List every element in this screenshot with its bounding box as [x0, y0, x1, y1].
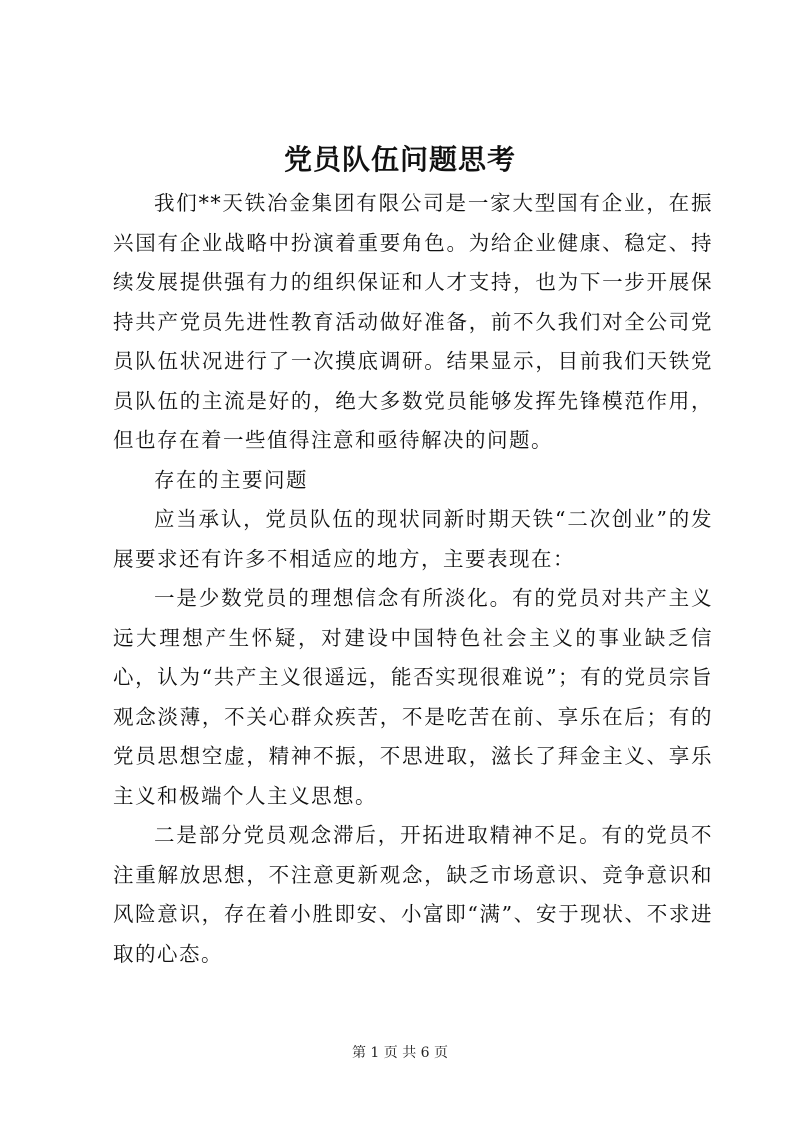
paragraph-intro: 我们**天铁冶金集团有限公司是一家大型国有企业，在振兴国有企业战略中扮演着重要角色。为给企业健康、稳定、持续发展提供强有力的组织保证和人才支持，也为下一步开展保持共产党员先进性教育活动做好准备，前不久我们对全公司党员队伍状况进行了一次摸底调研。结果显示，目前我们天铁党员队伍的主流是好的，绝大多数党员能够发挥先锋模范作用，但也存在着一些值得注意和亟待解决的问题。: [113, 191, 713, 452]
page-title: 党员队伍问题思考: [283, 143, 516, 176]
section-heading: 存在的主要问题: [154, 467, 308, 492]
paragraph-point-two: 二是部分党员观念滞后，开拓进取精神不足。有的党员不注重解放思想，不注意更新观念，缺乏市场意识、竞争意识和风险意识，存在着小胜即安、小富即“满”、安于现状、不求进取的心态。: [113, 823, 713, 966]
paragraph-overview: 应当承认，党员队伍的现状同新时期天铁“二次创业”的发展要求还有许多不相适应的地方，主要表现在：: [113, 507, 713, 571]
document-body: [113, 184, 713, 974]
paragraph-point-one: 一是少数党员的理想信念有所淡化。有的党员对共产主义远大理想产生怀疑，对建设中国特色社会主义的事业缺乏信心，认为“共产主义很遥远，能否实现很难说”；有的党员宗旨观念淡薄，不关心群众疾苦，不是吃苦在前、享乐在后；有的党员思想空虚，精神不振，不思进取，滋长了拜金主义、享乐主义和极端个人主义思想。: [113, 586, 713, 808]
page-footer: 第 1 页 共 6 页: [351, 1045, 449, 1061]
